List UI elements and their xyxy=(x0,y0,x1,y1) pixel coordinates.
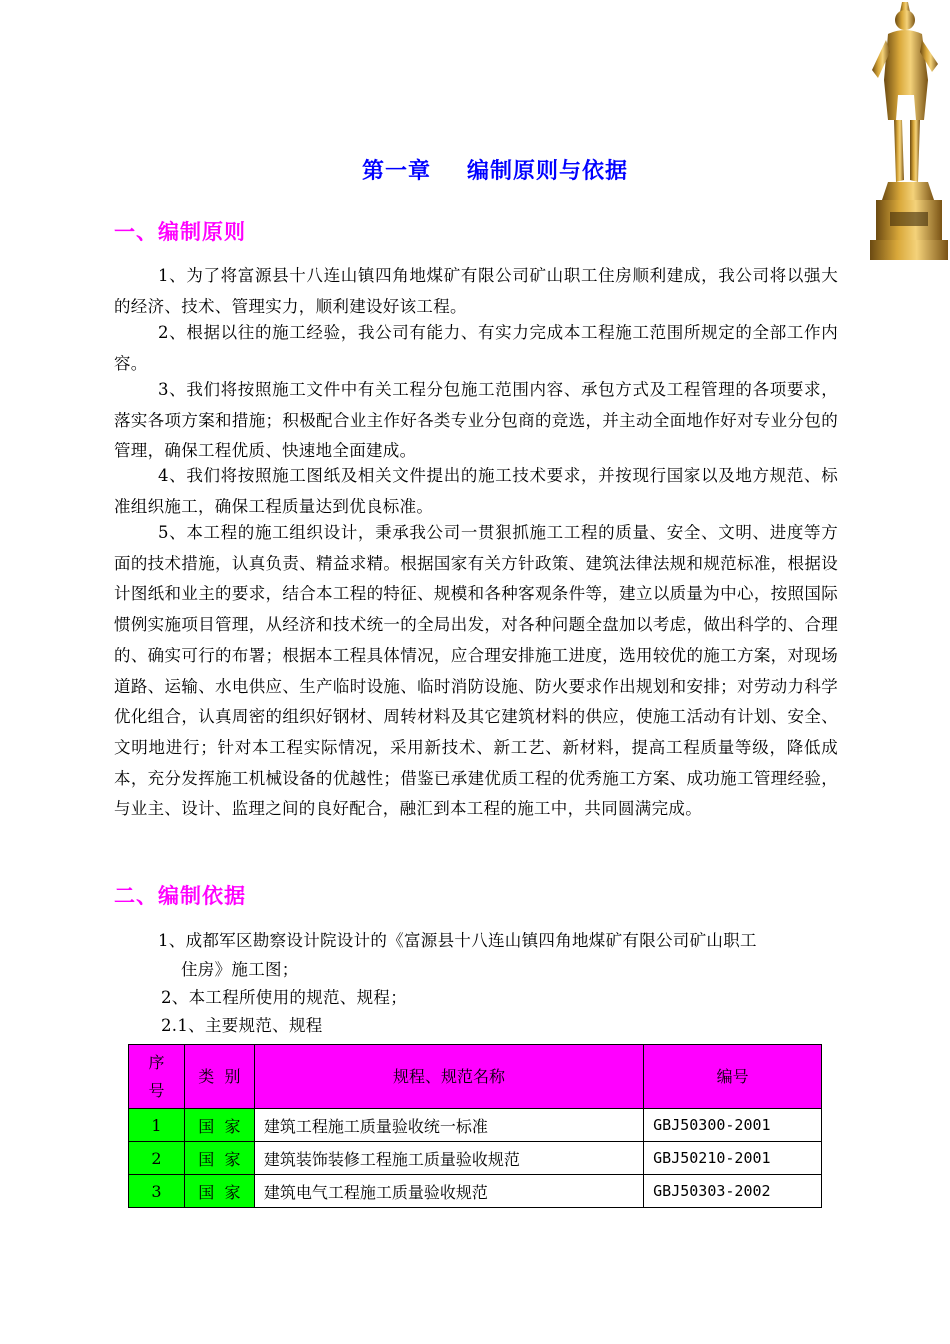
row-seq: 2 xyxy=(129,1142,185,1175)
principle-paragraph-4: 4、我们将按照施工图纸及相关文件提出的施工技术要求，并按现行国家以及地方规范、标准组织施工，确保工程质量达到优良标准。 xyxy=(114,466,838,516)
basis-item-2-1: 2.1、主要规范、规程 xyxy=(161,1016,323,1035)
row-category: 国 家 xyxy=(184,1109,254,1142)
row-category: 国 家 xyxy=(184,1175,254,1208)
principle-paragraph-1: 1、为了将富源县十八连山镇四角地煤矿有限公司矿山职工住房顺利建成，我公司将以强大的经济、技术、管理实力，顺利建设好该工程。 xyxy=(114,266,838,316)
row-name: 建筑装饰装修工程施工质量验收规范 xyxy=(254,1142,643,1175)
principle-paragraph-5: 5、本工程的施工组织设计，秉承我公司一贯狠抓施工工程的质量、安全、文明、进度等方面的技术措施，认真负责、精益求精。根据国家有关方针政策、建筑法律法规和规范标准，根据设计图纸和业主的要求，结合本工程的特征、规模和各种客观条件等，建立以质量为中心，按照国际惯例实施项目管理，从经济和技术统一的全局出发，对各种问题全盘加以考虑，做出科学的、合理的、确实可行的布署；根据本工程具体情况，应合理安排施工进度，选用较优的施工方案，对现场道路、运输、水电供应、生产临时设施、临时消防设施、防火要求作出规划和安排；对劳动力科学优化组合，认真周密的组织好钢材、周转材料及其它建筑材料的供应，使施工活动有计划、安全、文明地进行；针对本工程实际情况，采用新技术、新工艺、新材料，提高工程质量等级，降低成本，充分发挥施工机械设备的优越性；借鉴已承建优质工程的优秀施工方案、成功施工管理经验，与业主、设计、监理之间的良好配合，融汇到本工程的施工中，共同圆满完成。 xyxy=(114,523,838,819)
row-name: 建筑电气工程施工质量验收规范 xyxy=(254,1175,643,1208)
statue-trophy-image xyxy=(858,0,950,262)
row-category: 国 家 xyxy=(184,1142,254,1175)
basis-item-2: 2、本工程所使用的规范、规程； xyxy=(161,988,407,1007)
header-seq xyxy=(129,1045,185,1109)
row-seq: 1 xyxy=(129,1109,185,1142)
header-name: 规程、规范名称 xyxy=(254,1045,643,1109)
basis-item-1-line-1: 1、成都军区勘察设计院设计的《富源县十八连山镇四角地煤矿有限公司矿山职工 xyxy=(158,931,757,950)
table-header-row xyxy=(129,1045,822,1109)
table-row xyxy=(129,1142,822,1175)
chapter-name: 编制原则与依据 xyxy=(467,159,629,184)
section-heading-principles: 一、编制原则 xyxy=(114,220,246,244)
row-name: 建筑工程施工质量验收统一标准 xyxy=(254,1109,643,1142)
row-code: GBJ50303-2002 xyxy=(644,1175,822,1208)
row-seq: 3 xyxy=(129,1175,185,1208)
header-seq-line-1: 序 xyxy=(148,1052,165,1072)
principle-paragraph-3: 3、我们将按照施工文件中有关工程分包施工范围内容、承包方式及工程管理的各项要求，落实各项方案和措施；积极配合业主作好各类专业分包商的竞选，并主动全面地作好对专业分包的管理，确保工程优质、快速地全面建成。 xyxy=(114,380,838,461)
section-heading-basis: 二、编制依据 xyxy=(114,884,246,908)
chapter-title xyxy=(0,154,950,185)
chapter-number: 第一章 xyxy=(361,159,431,184)
header-seq-line-2: 号 xyxy=(148,1080,165,1100)
header-category: 类 别 xyxy=(184,1045,254,1109)
header-code: 编号 xyxy=(644,1045,822,1109)
row-code: GBJ50300-2001 xyxy=(644,1109,822,1142)
table-row xyxy=(129,1109,822,1142)
basis-item-1-line-2: 住房》施工图； xyxy=(181,960,299,979)
principle-paragraph-2: 2、根据以往的施工经验，我公司有能力、有实力完成本工程施工范围所规定的全部工作内容。 xyxy=(114,323,838,373)
table-row xyxy=(129,1175,822,1208)
row-code: GBJ50210-2001 xyxy=(644,1142,822,1175)
standards-table xyxy=(128,1044,822,1208)
